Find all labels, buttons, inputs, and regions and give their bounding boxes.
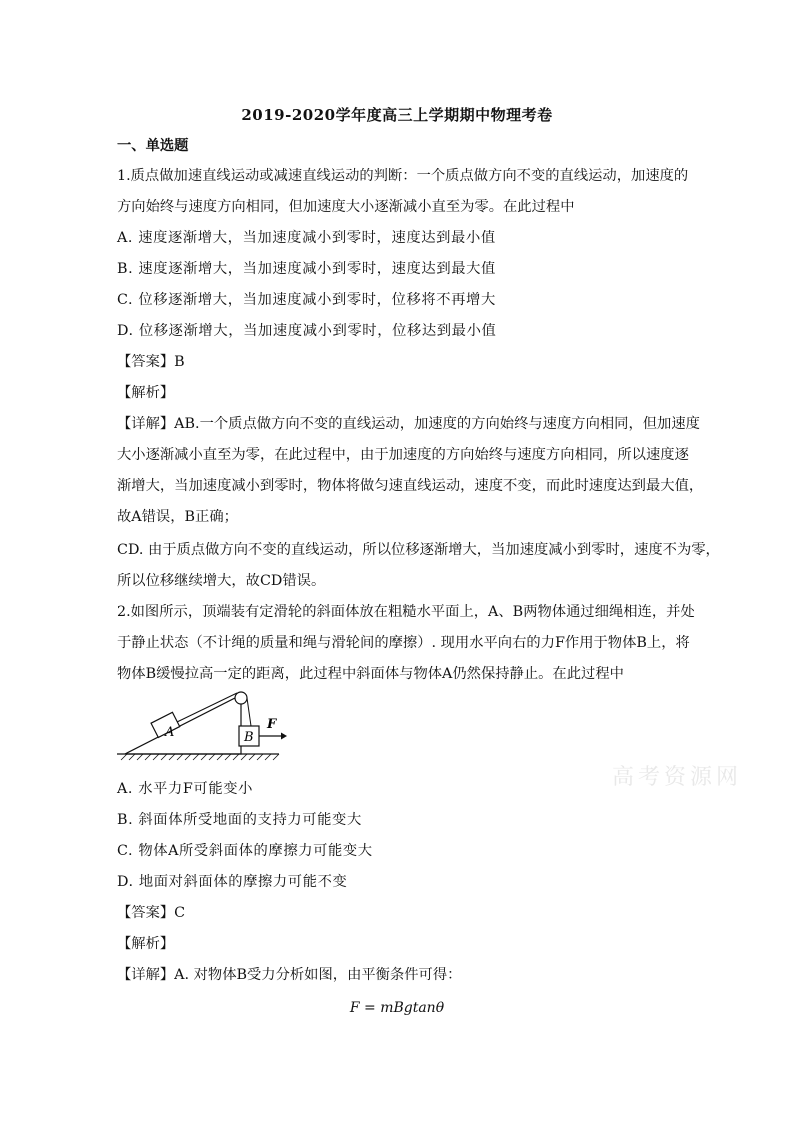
q2-option-d: D. 地面对斜面体的摩擦力可能不变 bbox=[117, 874, 348, 890]
block-b-label: B bbox=[244, 730, 254, 745]
page-title: 2019-2020学年度高三上学期期中物理考卷 bbox=[241, 106, 553, 124]
q1-option-b: B. 速度逐渐增大，当加速度减小到零时，速度达到最大值 bbox=[117, 261, 496, 277]
q1-option-a: A. 速度逐渐增大，当加速度减小到零时，速度达到最小值 bbox=[117, 230, 496, 246]
pulley bbox=[235, 692, 247, 704]
q1-stem-line-2: 方向始终与速度方向相同，但加速度大小逐渐减小直至为零。在此过程中 bbox=[117, 199, 575, 215]
q1-answer: 【答案】B bbox=[117, 354, 185, 370]
q2-stem-line-2: 于静止状态（不计绳的质量和绳与滑轮间的摩擦）. 现用水平向右的力F作用于物体B上，将 bbox=[117, 635, 690, 651]
q1-detail-line-6: 所以位移继续增大，故CD错误。 bbox=[117, 573, 326, 589]
q2-detail-line-1: 【详解】A. 对物体B受力分析如图，由平衡条件可得： bbox=[117, 967, 462, 983]
q2-formula: F = mBgtanθ bbox=[349, 1000, 445, 1016]
incline-body bbox=[125, 698, 241, 754]
q1-detail-line-5: CD. 由于质点做方向不变的直线运动，所以位移逐渐增大，当加速度减小到零时，速度不为零， bbox=[117, 542, 720, 558]
q2-answer: 【答案】C bbox=[117, 905, 186, 921]
q1-detail-line-4: 故A错误，B正确； bbox=[117, 509, 238, 525]
rope-b bbox=[247, 698, 251, 726]
q1-detail-line-1: 【详解】AB.一个质点做方向不变的直线运动，加速度的方向始终与速度方向相同，但加速度 bbox=[117, 416, 700, 432]
q1-analysis-heading: 【解析】 bbox=[117, 385, 175, 401]
watermark: 高考资源网 bbox=[612, 765, 743, 790]
section-heading: 一、单选题 bbox=[117, 138, 189, 154]
q1-option-d: D. 位移逐渐增大，当加速度减小到零时，位移达到最小值 bbox=[117, 323, 497, 339]
q2-stem-line-3: 物体B缓慢拉高一定的距离，此过程中斜面体与物体A仍然保持静止。在此过程中 bbox=[117, 666, 624, 682]
q2-option-c: C. 物体A所受斜面体的摩擦力可能变大 bbox=[117, 843, 373, 859]
q2-option-a: A. 水平力F可能变小 bbox=[117, 781, 254, 797]
q1-option-c: C. 位移逐渐增大，当加速度减小到零时，位移将不再增大 bbox=[117, 292, 496, 308]
q1-detail-line-3: 渐增大，当加速度减小到零时，物体将做匀速直线运动，速度不变，而此时速度达到最大值， bbox=[117, 478, 704, 494]
rope-a bbox=[177, 693, 237, 722]
ground-hatching bbox=[121, 754, 279, 760]
block-a-label: A bbox=[165, 725, 175, 740]
force-label: F bbox=[267, 717, 277, 732]
force-arrowhead bbox=[281, 733, 287, 740]
q1-stem-line-1: 1.质点做加速直线运动或减速直线运动的判断：一个质点做方向不变的直线运动，加速度的 bbox=[117, 168, 689, 184]
q2-option-b: B. 斜面体所受地面的支持力可能变大 bbox=[117, 812, 362, 828]
q1-detail-line-2: 大小逐渐减小直至为零，在此过程中，由于加速度的方向始终与速度方向相同，所以速度逐 bbox=[117, 447, 689, 463]
incline-pulley-figure bbox=[117, 684, 287, 766]
q2-analysis-heading: 【解析】 bbox=[117, 936, 175, 952]
q2-stem-line-1: 2.如图所示，顶端装有定滑轮的斜面体放在粗糙水平面上，A、B两物体通过细绳相连，并处 bbox=[117, 604, 695, 620]
